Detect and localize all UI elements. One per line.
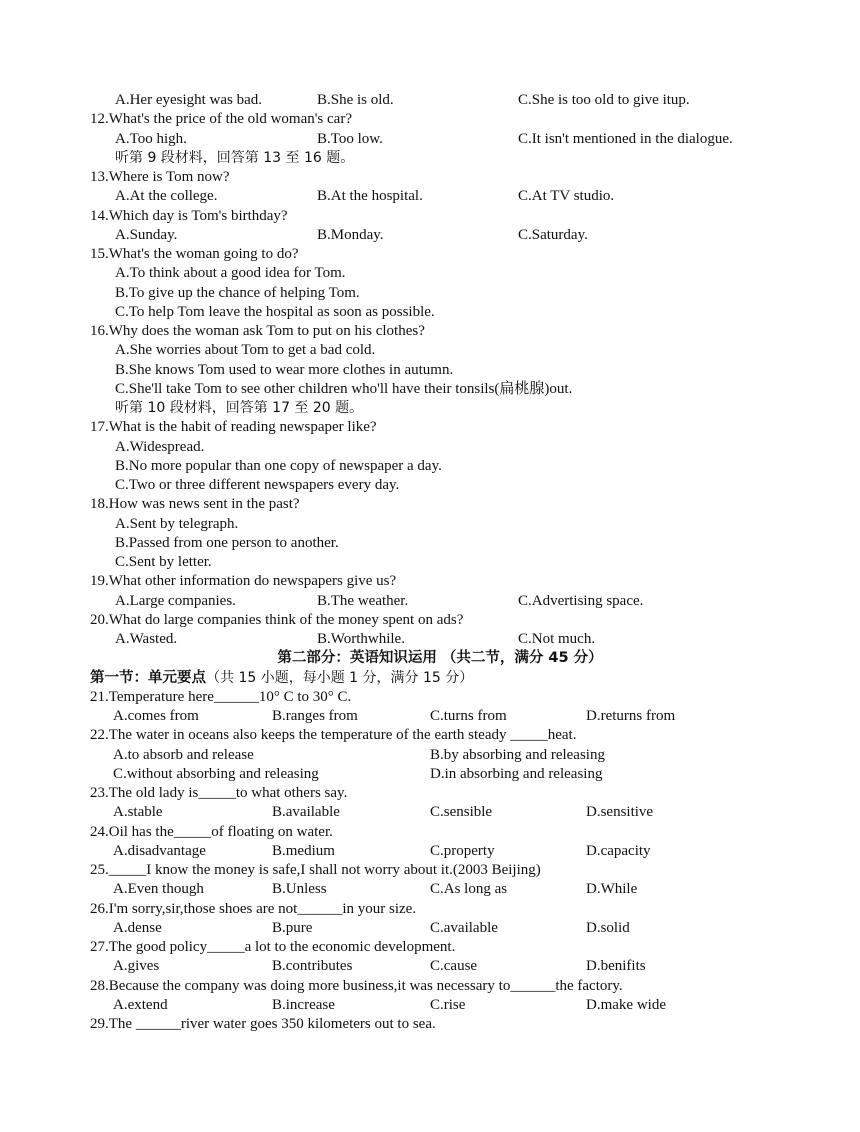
option-c: C.rise — [430, 996, 466, 1013]
question-text: 28.Because the company was doing more business,it was necessary to______the factory. — [90, 977, 623, 994]
question-text: 20.What do large companies think of the money spent on ads? — [90, 611, 464, 628]
option-d: D.capacity — [586, 842, 651, 859]
option-a: A.disadvantage — [113, 842, 206, 859]
part-heading: 第二部分：英语知识运用 （共二节，满分 45 分） — [277, 650, 603, 667]
options-row — [90, 226, 790, 245]
option-line: B.To give up the chance of helping Tom. — [115, 284, 360, 301]
options-row — [90, 957, 790, 976]
option-a: A.gives — [113, 958, 160, 975]
option-c: C.turns from — [430, 708, 507, 724]
question-text: 12.What's the price of the old woman's car? — [90, 111, 352, 128]
option-c: C.She is too old to give itup. — [518, 92, 690, 108]
option-b: B.Unless — [272, 881, 327, 898]
question-text: 24.Oil has the_____of floating on water. — [90, 823, 333, 840]
question-text: 15.What's the woman going to do? — [90, 246, 299, 262]
option-c: C.property — [430, 842, 495, 859]
option-a: A.Sunday. — [115, 226, 178, 243]
option-d: D.solid — [586, 919, 630, 936]
option-c: C.Advertising space. — [518, 592, 644, 609]
option-d: D.returns from — [586, 708, 676, 724]
option-a: A.dense — [113, 919, 162, 936]
section-title: 第一节：单元要点 — [90, 669, 206, 686]
options-row — [90, 996, 790, 1015]
option-b: B.available — [272, 804, 340, 821]
option-d: D.While — [586, 881, 638, 898]
options-row — [90, 91, 790, 110]
option-b: B.Monday. — [317, 226, 384, 243]
option-c: C.It isn't mentioned in the dialogue. — [518, 130, 733, 147]
question-text: 29.The ______river water goes 350 kilometers out to sea. — [90, 1016, 436, 1032]
options-row — [90, 707, 790, 726]
option-c: C.Not much. — [518, 631, 596, 647]
option-c: C.As long as — [430, 881, 508, 898]
options-row — [90, 842, 790, 861]
question-text: 22.The water in oceans also keeps the temperature of the earth steady _____heat. — [90, 727, 577, 744]
section-heading — [90, 669, 790, 688]
option-b: D.in absorbing and releasing — [430, 765, 603, 782]
options-row — [90, 592, 790, 611]
option-b: B.contributes — [272, 958, 353, 975]
option-line: C.Two or three different newspapers every day. — [115, 477, 400, 493]
option-c: C.At TV studio. — [518, 188, 615, 205]
question-text: 26.I'm sorry,sir,those shoes are not______in your size. — [90, 900, 417, 917]
options-row — [90, 919, 790, 938]
option-d: D.sensitive — [586, 804, 654, 821]
option-a: C.without absorbing and releasing — [113, 765, 319, 782]
option-d: D.benifits — [586, 958, 646, 975]
option-d: D.make wide — [586, 996, 666, 1013]
question-text: 13.Where is Tom now? — [90, 169, 230, 185]
option-b: B.Too low. — [317, 130, 383, 147]
question-text: 21.Temperature here______10° C to 30° C. — [90, 688, 352, 705]
option-b: B.increase — [272, 996, 335, 1013]
option-a: A.stable — [113, 804, 163, 821]
option-b: B.Worthwhile. — [317, 631, 405, 647]
question-text: 25._____I know the money is safe,I shall not worry about it.(2003 Beijing) — [90, 862, 541, 878]
option-line: B.Passed from one person to another. — [115, 534, 339, 551]
options-row — [90, 746, 790, 765]
option-a: A.to absorb and release — [113, 746, 254, 763]
option-a: A.Large companies. — [115, 592, 236, 609]
option-line: A.Widespread. — [115, 438, 205, 455]
question-text: 23.The old lady is_____to what others say. — [90, 785, 348, 801]
options-row — [90, 803, 790, 822]
options-row — [90, 765, 790, 784]
option-c: C.cause — [430, 958, 478, 975]
option-line: A.Sent by telegraph. — [115, 515, 239, 532]
exam-page — [90, 91, 790, 1034]
option-line: A.To think about a good idea for Tom. — [115, 265, 346, 282]
question-text: 16.Why does the woman ask Tom to put on his clothes? — [90, 323, 425, 339]
listening-instruction: 听第 10 段材料，回答第 17 至 20 题。 — [115, 400, 364, 416]
option-b: B.pure — [272, 919, 313, 936]
option-b: B.medium — [272, 842, 335, 859]
option-c: C.sensible — [430, 804, 493, 821]
question-text: 14.Which day is Tom's birthday? — [90, 207, 288, 224]
option-a: A.At the college. — [115, 188, 218, 205]
option-a: A.Wasted. — [115, 631, 178, 647]
section-note: （共 15 小题，每小题 1 分，满分 15 分） — [206, 669, 474, 686]
option-line: A.She worries about Tom to get a bad cold. — [115, 342, 376, 359]
option-a: A.comes from — [113, 708, 199, 724]
option-c: C.available — [430, 919, 498, 936]
option-line: C.To help Tom leave the hospital as soon as possible. — [115, 303, 435, 320]
option-a: A.extend — [113, 996, 168, 1013]
option-a: A.Even though — [113, 881, 204, 898]
option-a: A.Too high. — [115, 130, 187, 147]
question-text: 18.How was news sent in the past? — [90, 496, 300, 513]
option-b: B.At the hospital. — [317, 188, 423, 205]
option-line: B.She knows Tom used to wear more clothes in autumn. — [115, 361, 454, 378]
question-text: 19.What other information do newspapers give us? — [90, 573, 397, 590]
option-b: B.ranges from — [272, 708, 358, 724]
option-b: B.She is old. — [317, 92, 394, 108]
options-row — [90, 187, 790, 206]
question-text: 27.The good policy_____a lot to the economic development. — [90, 939, 456, 955]
options-row — [90, 880, 790, 899]
option-c: C.Saturday. — [518, 226, 588, 243]
listening-instruction: 听第 9 段材料，回答第 13 至 16 题。 — [115, 149, 355, 166]
question-text: 17.What is the habit of reading newspaper like? — [90, 419, 377, 436]
option-line: C.She'll take Tom to see other children who'll have their tonsils(扁桃腺)out. — [115, 380, 573, 397]
options-row — [90, 130, 790, 149]
options-row — [90, 630, 790, 649]
option-b: B.by absorbing and releasing — [430, 746, 605, 763]
option-a: A.Her eyesight was bad. — [115, 92, 263, 108]
option-b: B.The weather. — [317, 592, 409, 609]
option-line: C.Sent by letter. — [115, 554, 212, 570]
option-line: B.No more popular than one copy of newspaper a day. — [115, 457, 442, 474]
